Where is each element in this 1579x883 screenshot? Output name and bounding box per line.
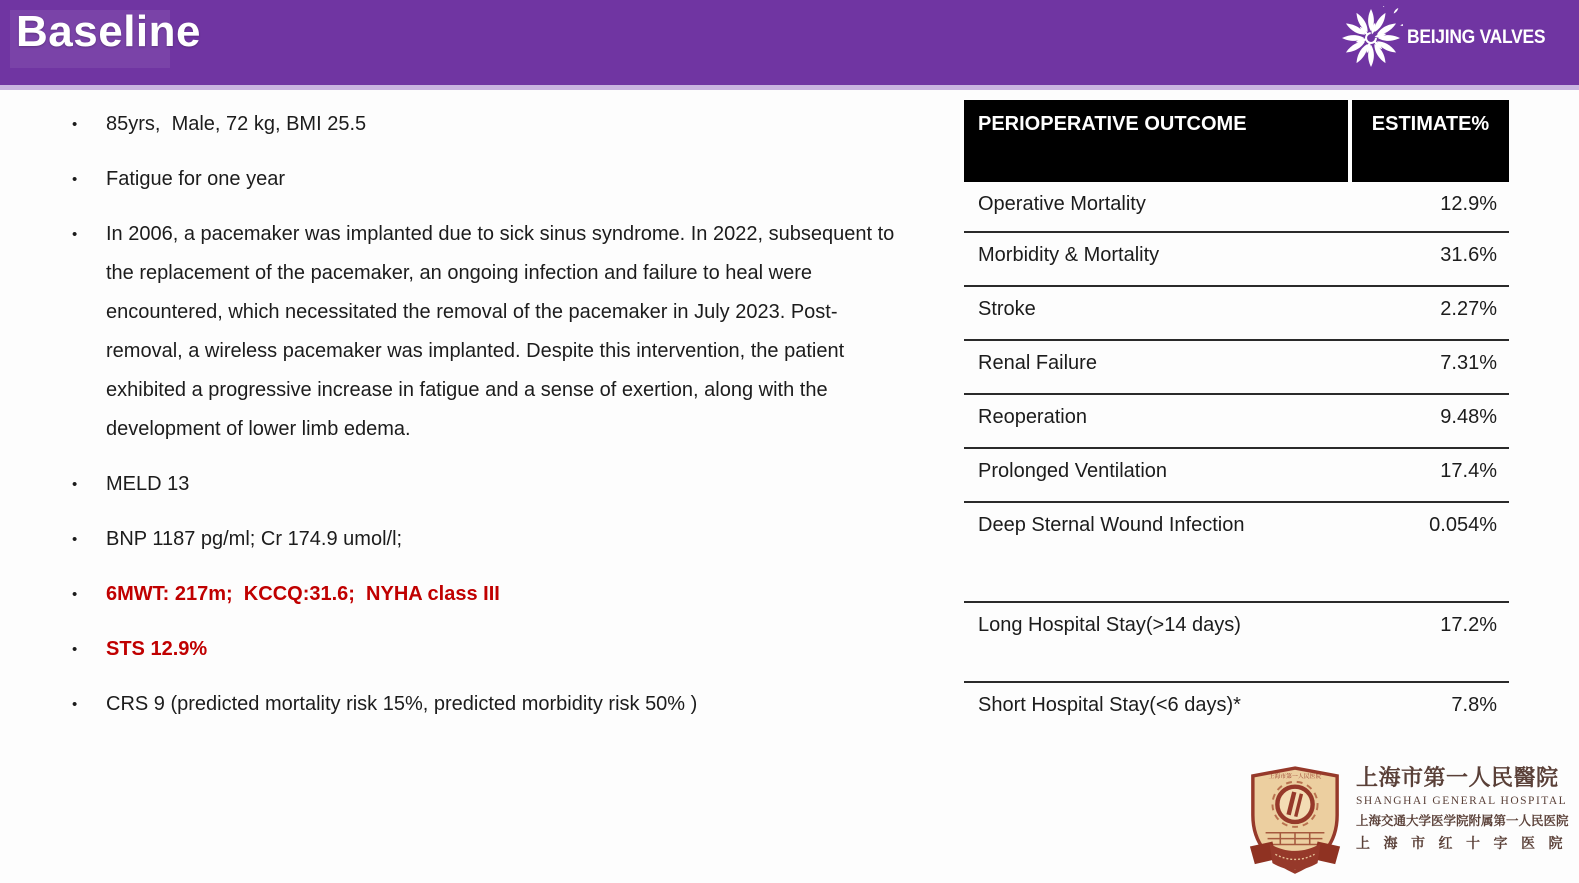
table-row	[964, 182, 1509, 233]
bullet-text: 6MWT: 217m; KCCQ:31.6; NYHA class III	[106, 583, 500, 605]
list-item	[106, 215, 910, 449]
outcome-label: Morbidity & Mortality	[978, 244, 1160, 266]
bullet-text: 85yrs, Male, 72 kg, BMI 25.5	[106, 113, 367, 135]
page-title: Baseline	[16, 7, 201, 56]
column-header-estimate: ESTIMATE%	[1352, 100, 1509, 182]
outcome-value: 17.4%	[1440, 460, 1497, 482]
outcome-value: 17.2%	[1440, 614, 1497, 636]
bullet-text: MELD 13	[106, 473, 190, 495]
hospital-crest-icon	[1246, 764, 1344, 876]
outcome-label: Renal Failure	[978, 352, 1097, 374]
outcome-value: 7.8%	[1451, 694, 1497, 716]
list-item	[106, 465, 910, 504]
outcome-value: 7.31%	[1440, 352, 1497, 374]
table-row	[964, 449, 1509, 503]
table-row	[964, 341, 1509, 395]
outcome-label: Reoperation	[978, 406, 1087, 428]
list-item-highlighted	[106, 630, 910, 669]
outcome-value: 9.48%	[1440, 406, 1497, 428]
header-bar	[0, 0, 1579, 85]
list-item	[106, 520, 910, 559]
bullet-text: In 2006, a pacemaker was implanted due to sick sinus syndrome. In 2022, subsequent to the replacement of the pacemaker, an ongoing infection and failure to heal were encountered, which necessitated the removal of the pacemaker in July 2023. Post-removal, a wireless pacemaker was implanted. Despite this intervention, the patient exhibited a progressive increase in fatigue and a sense of exertion, along with the development of lower limb edema.	[106, 223, 900, 440]
outcome-value: 0.054%	[1429, 514, 1497, 536]
list-item-highlighted	[106, 575, 910, 614]
header-accent-strip	[0, 85, 1579, 90]
outcome-value: 12.9%	[1440, 193, 1497, 215]
table-row	[964, 233, 1509, 287]
table-header-row	[964, 100, 1509, 182]
outcome-label: Prolonged Ventilation	[978, 460, 1168, 482]
list-item	[106, 160, 910, 199]
table-row	[964, 503, 1509, 603]
hospital-text-block	[1356, 764, 1569, 853]
bullet-text: CRS 9 (predicted mortality risk 15%, predicted morbidity risk 50% )	[106, 693, 698, 715]
table-row	[964, 603, 1509, 683]
table-row	[964, 287, 1509, 341]
outcome-label: Operative Mortality	[978, 193, 1146, 215]
hospital-name-en: SHANGHAI GENERAL HOSPITAL	[1356, 794, 1568, 807]
hospital-logo	[1246, 764, 1569, 876]
starburst-flower-icon	[1339, 6, 1403, 70]
perioperative-outcome-table	[964, 100, 1509, 743]
table-row	[964, 683, 1509, 743]
list-item	[106, 105, 910, 144]
outcome-value: 2.27%	[1440, 298, 1497, 320]
crest-top-text: 上海市第一人民医院	[1268, 773, 1322, 780]
outcome-label: Long Hospital Stay(>14 days)	[978, 614, 1241, 636]
hospital-name-zh: 上海市第一人民醫院	[1356, 765, 1559, 790]
hospital-red-cross-name: 上 海 市 红 十 字 医 院	[1356, 836, 1568, 852]
patient-baseline-list	[70, 105, 910, 740]
bullet-text: BNP 1187 pg/ml; Cr 174.9 umol/l;	[106, 528, 403, 550]
table-row	[964, 395, 1509, 449]
outcome-label: Stroke	[978, 298, 1036, 320]
bullet-text: STS 12.9%	[106, 638, 208, 660]
column-header-outcome: PERIOPERATIVE OUTCOME	[964, 100, 1348, 182]
outcome-label: Deep Sternal Wound Infection	[978, 514, 1245, 536]
brand-name: BEIJING VALVES	[1406, 27, 1545, 48]
list-item	[106, 685, 910, 724]
brand-logo	[1339, 2, 1557, 74]
outcome-value: 31.6%	[1440, 244, 1497, 266]
outcome-label: Short Hospital Stay(<6 days)*	[978, 694, 1241, 716]
hospital-affiliation: 上海交通大学医学院附属第一人民医院	[1356, 813, 1569, 828]
bullet-text: Fatigue for one year	[106, 168, 285, 190]
